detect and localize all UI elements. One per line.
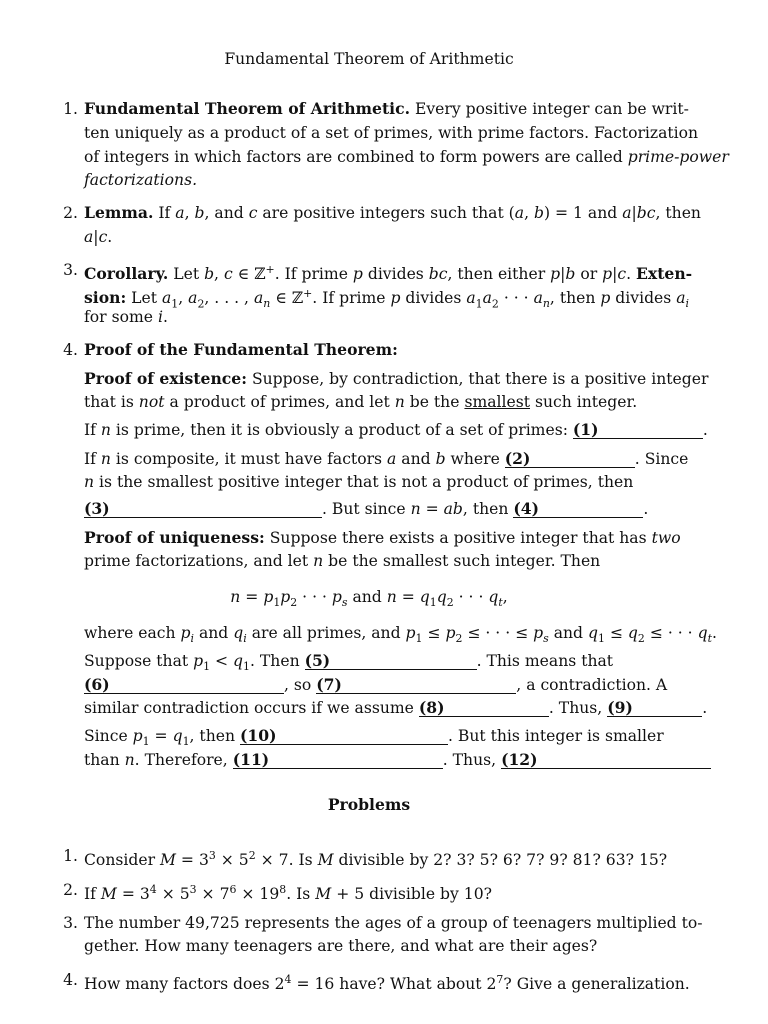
corollary-line-3: for some i. [84,308,168,326]
existence-line-4: If n is composite, it must have factors a and b where (2) . Since [84,449,689,468]
problem-2: If $M = 3^4 \times 5^3 \times 7^6 \times 19^8$. Is M + 5 divisible by 10? [84,883,492,904]
uniqueness-line-9: than n. Therefore, (11) . Thus, (12) [84,749,711,771]
existence-line-6: (3) . But since n = ab, then (4) . [84,499,649,518]
theorem-line-3: of integers in which factors are combined to form powers are called prime-power [84,148,729,166]
lemma-line-2: a|c. [84,228,113,246]
problem-number: 2. [63,881,78,899]
document-title: Fundamental Theorem of Arithmetic [224,50,514,68]
blank-7[interactable]: (7) [316,674,516,694]
uniqueness-line-8: Since $p_1 = q_1$, then (10) . But this integer is smaller [84,726,664,749]
blank-9[interactable]: (9) [607,697,702,717]
proof-heading: Proof of the Fundamental Theorem: [84,340,398,359]
blank-5[interactable]: (5) [305,650,477,670]
existence-label: Proof of existence: [84,369,247,388]
item-number: 1. [63,100,78,118]
theorem-line-2: ten uniquely as a product of a set of primes, with prime factors. Factorization [84,124,699,142]
problem-4: How many factors does $2^4 = 16$ have? What about $2^7$? Give a generalization. [84,973,690,994]
theorem-line-4: factorizations. [84,171,198,189]
problem-number: 1. [63,847,78,865]
uniqueness-line-7: similar contradiction occurs if we assume (8) . Thus, (9) . [84,698,708,717]
theorem-line-1: Fundamental Theorem of Arithmetic. Every positive integer can be writ- [84,99,689,118]
problems-title: Problems [327,795,411,814]
blank-11[interactable]: (11) [233,749,443,769]
existence-line-3: If n is prime, then it is obviously a product of a set of primes: (1) . [84,420,708,439]
blank-4[interactable]: (4) [513,498,643,518]
blank-10[interactable]: (10) [240,725,448,745]
blank-3[interactable]: (3) [84,498,322,518]
uniqueness-line-6: (6) , so (7) , a contradiction. A [84,675,668,694]
factorization-equation: $n = p_1p_2$ · · · $p_s$ and $n = q_1q_2$ · · · $q_t$, [230,588,508,610]
existence-line-5: n is the smallest positive integer that is not a product of primes, then [84,473,634,491]
uniqueness-label: Proof of uniqueness: [84,528,265,547]
existence-line-1: Proof of existence: Suppose, by contradiction, that there is a positive integer [84,369,709,388]
lemma-line-1: Lemma. If a, b, and c are positive integers such that (a, b) = 1 and a|bc, then [84,203,701,222]
item-number: 2. [63,204,78,222]
item-number: 3. [63,261,78,279]
uniqueness-line-5: Suppose that $p_1 < q_1$. Then (5) . This means that [84,651,614,674]
item-number: 4. [63,341,78,359]
theorem-heading: Fundamental Theorem of Arithmetic. [84,99,411,118]
problem-number: 3. [63,914,78,932]
problem-3-line-2: gether. How many teenagers are there, and what are their ages? [84,937,598,955]
uniqueness-line-1: Proof of uniqueness: Suppose there exists a positive integer that has two [84,528,681,547]
uniqueness-line-2: prime factorizations, and let n be the smallest such integer. Then [84,552,601,570]
corollary-line-1: Corollary. Let b, c ∈ ℤ+. If prime p divides bc, then either p|b or p|c. Exten- [84,263,693,284]
blank-6[interactable]: (6) [84,674,284,694]
problem-3-line-1: The number 49,725 represents the ages of a group of teenagers multiplied to- [84,914,703,932]
existence-line-2: that is not a product of primes, and let n be the smallest such integer. [84,393,638,411]
problem-1: Consider $M = 3^3 \times 5^2 \times 7$. Is M divisible by 2? 3? 5? 6? 7? 9? 81? 63? 15? [84,849,668,870]
corollary-heading: Corollary. [84,264,169,284]
blank-8[interactable]: (8) [419,697,549,717]
problem-number: 4. [63,971,78,989]
blank-1[interactable]: (1) [573,419,703,439]
corollary-line-2: sion: Let $a_1$, $a_2$, . . . , $a_n$ ∈ ℤ+. If prime p divides $a_1a_2$ · · · $a_n$, then p divides $a_i$ [84,287,690,311]
blank-2[interactable]: (2) [505,448,635,468]
lemma-heading: Lemma. [84,203,154,222]
blank-12[interactable]: (12) [501,749,711,769]
uniqueness-line-4: where each $p_i$ and $q_i$ are all primes, and $p_1 \le p_2$ ≤ · · · ≤ $p_s$ and $q_1 \le q_2$ ≤ · · · $q_t$. [84,624,717,646]
